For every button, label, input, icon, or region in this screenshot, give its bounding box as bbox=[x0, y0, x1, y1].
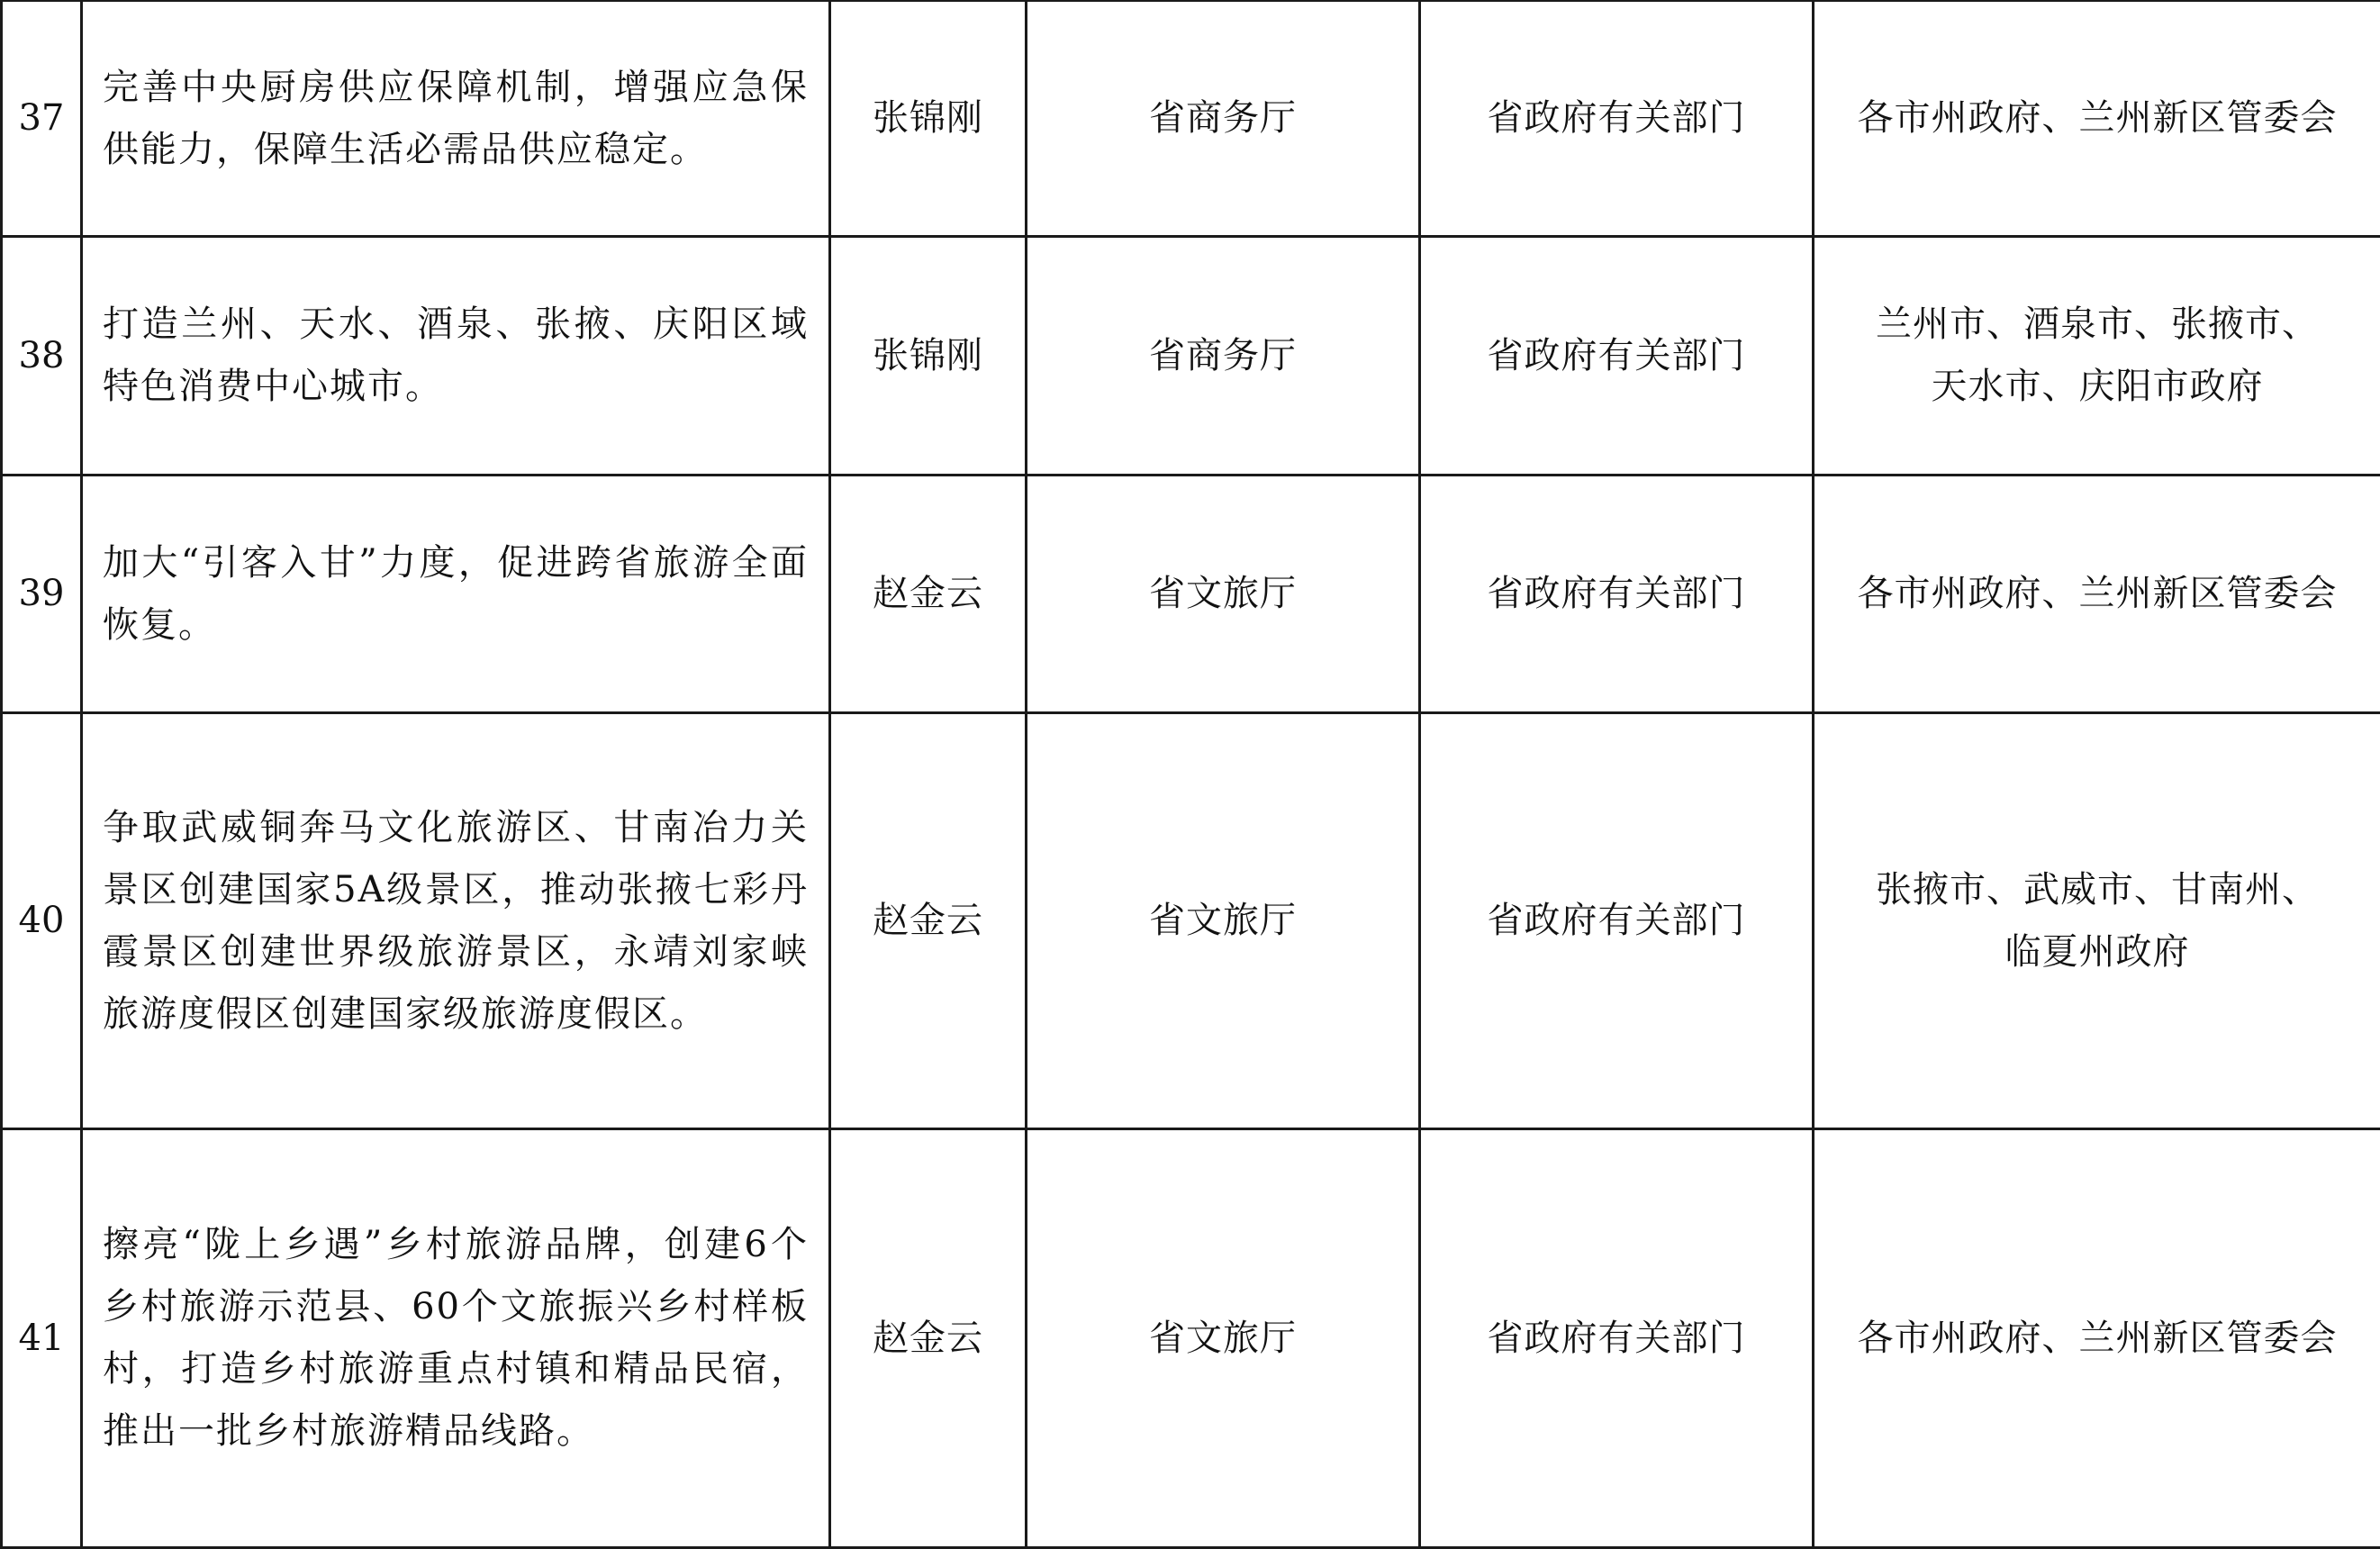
row-number: 39 bbox=[2, 476, 82, 713]
cooperating-department: 省政府有关部门 bbox=[1420, 476, 1814, 713]
implementing-units-line: 天水市、庆阳市政府 bbox=[1814, 356, 2380, 418]
row-number: 37 bbox=[2, 1, 82, 237]
lead-department: 省文旅厅 bbox=[1027, 713, 1420, 1129]
responsible-leader: 赵金云 bbox=[830, 713, 1027, 1129]
implementing-units bbox=[1814, 1, 2380, 237]
task-description: 争取武威铜奔马文化旅游区、甘南冶力关景区创建国家5A级景区，推动张掖七彩丹霞景区创建世界级旅游景区，永靖刘家峡旅游度假区创建国家级旅游度假区。 bbox=[82, 713, 830, 1129]
task-description: 加大“引客入甘”力度，促进跨省旅游全面恢复。 bbox=[82, 476, 830, 713]
implementing-units-line: 各市州政府、兰州新区管委会 bbox=[1814, 1308, 2380, 1370]
cooperating-department: 省政府有关部门 bbox=[1420, 713, 1814, 1129]
implementing-units-line: 兰州市、酒泉市、张掖市、 bbox=[1814, 294, 2380, 356]
responsible-leader: 赵金云 bbox=[830, 476, 1027, 713]
implementing-units-line: 各市州政府、兰州新区管委会 bbox=[1814, 563, 2380, 625]
row-number: 41 bbox=[2, 1129, 82, 1548]
task-description: 打造兰州、天水、酒泉、张掖、庆阳区域特色消费中心城市。 bbox=[82, 237, 830, 476]
row-number: 38 bbox=[2, 237, 82, 476]
responsible-leader: 张锦刚 bbox=[830, 237, 1027, 476]
implementing-units bbox=[1814, 237, 2380, 476]
table-row bbox=[2, 476, 2380, 713]
task-description: 擦亮“陇上乡遇”乡村旅游品牌，创建6个乡村旅游示范县、60个文旅振兴乡村样板村，打造乡村旅游重点村镇和精品民宿，推出一批乡村旅游精品线路。 bbox=[82, 1129, 830, 1548]
lead-department: 省商务厅 bbox=[1027, 1, 1420, 237]
implementing-units bbox=[1814, 713, 2380, 1129]
table-row bbox=[2, 237, 2380, 476]
implementing-units-line: 临夏州政府 bbox=[1814, 921, 2380, 983]
table-row bbox=[2, 1, 2380, 237]
responsible-leader: 赵金云 bbox=[830, 1129, 1027, 1548]
implementing-units-line: 各市州政府、兰州新区管委会 bbox=[1814, 87, 2380, 149]
lead-department: 省商务厅 bbox=[1027, 237, 1420, 476]
implementing-units bbox=[1814, 476, 2380, 713]
row-number: 40 bbox=[2, 713, 82, 1129]
cooperating-department: 省政府有关部门 bbox=[1420, 237, 1814, 476]
implementing-units bbox=[1814, 1129, 2380, 1548]
cooperating-department: 省政府有关部门 bbox=[1420, 1129, 1814, 1548]
table-row bbox=[2, 1129, 2380, 1548]
lead-department: 省文旅厅 bbox=[1027, 1129, 1420, 1548]
implementing-units-line: 张掖市、武威市、甘南州、 bbox=[1814, 859, 2380, 921]
table-row bbox=[2, 713, 2380, 1129]
task-description: 完善中央厨房供应保障机制，增强应急保供能力，保障生活必需品供应稳定。 bbox=[82, 1, 830, 237]
lead-department: 省文旅厅 bbox=[1027, 476, 1420, 713]
responsible-leader: 张锦刚 bbox=[830, 1, 1027, 237]
cooperating-department: 省政府有关部门 bbox=[1420, 1, 1814, 237]
